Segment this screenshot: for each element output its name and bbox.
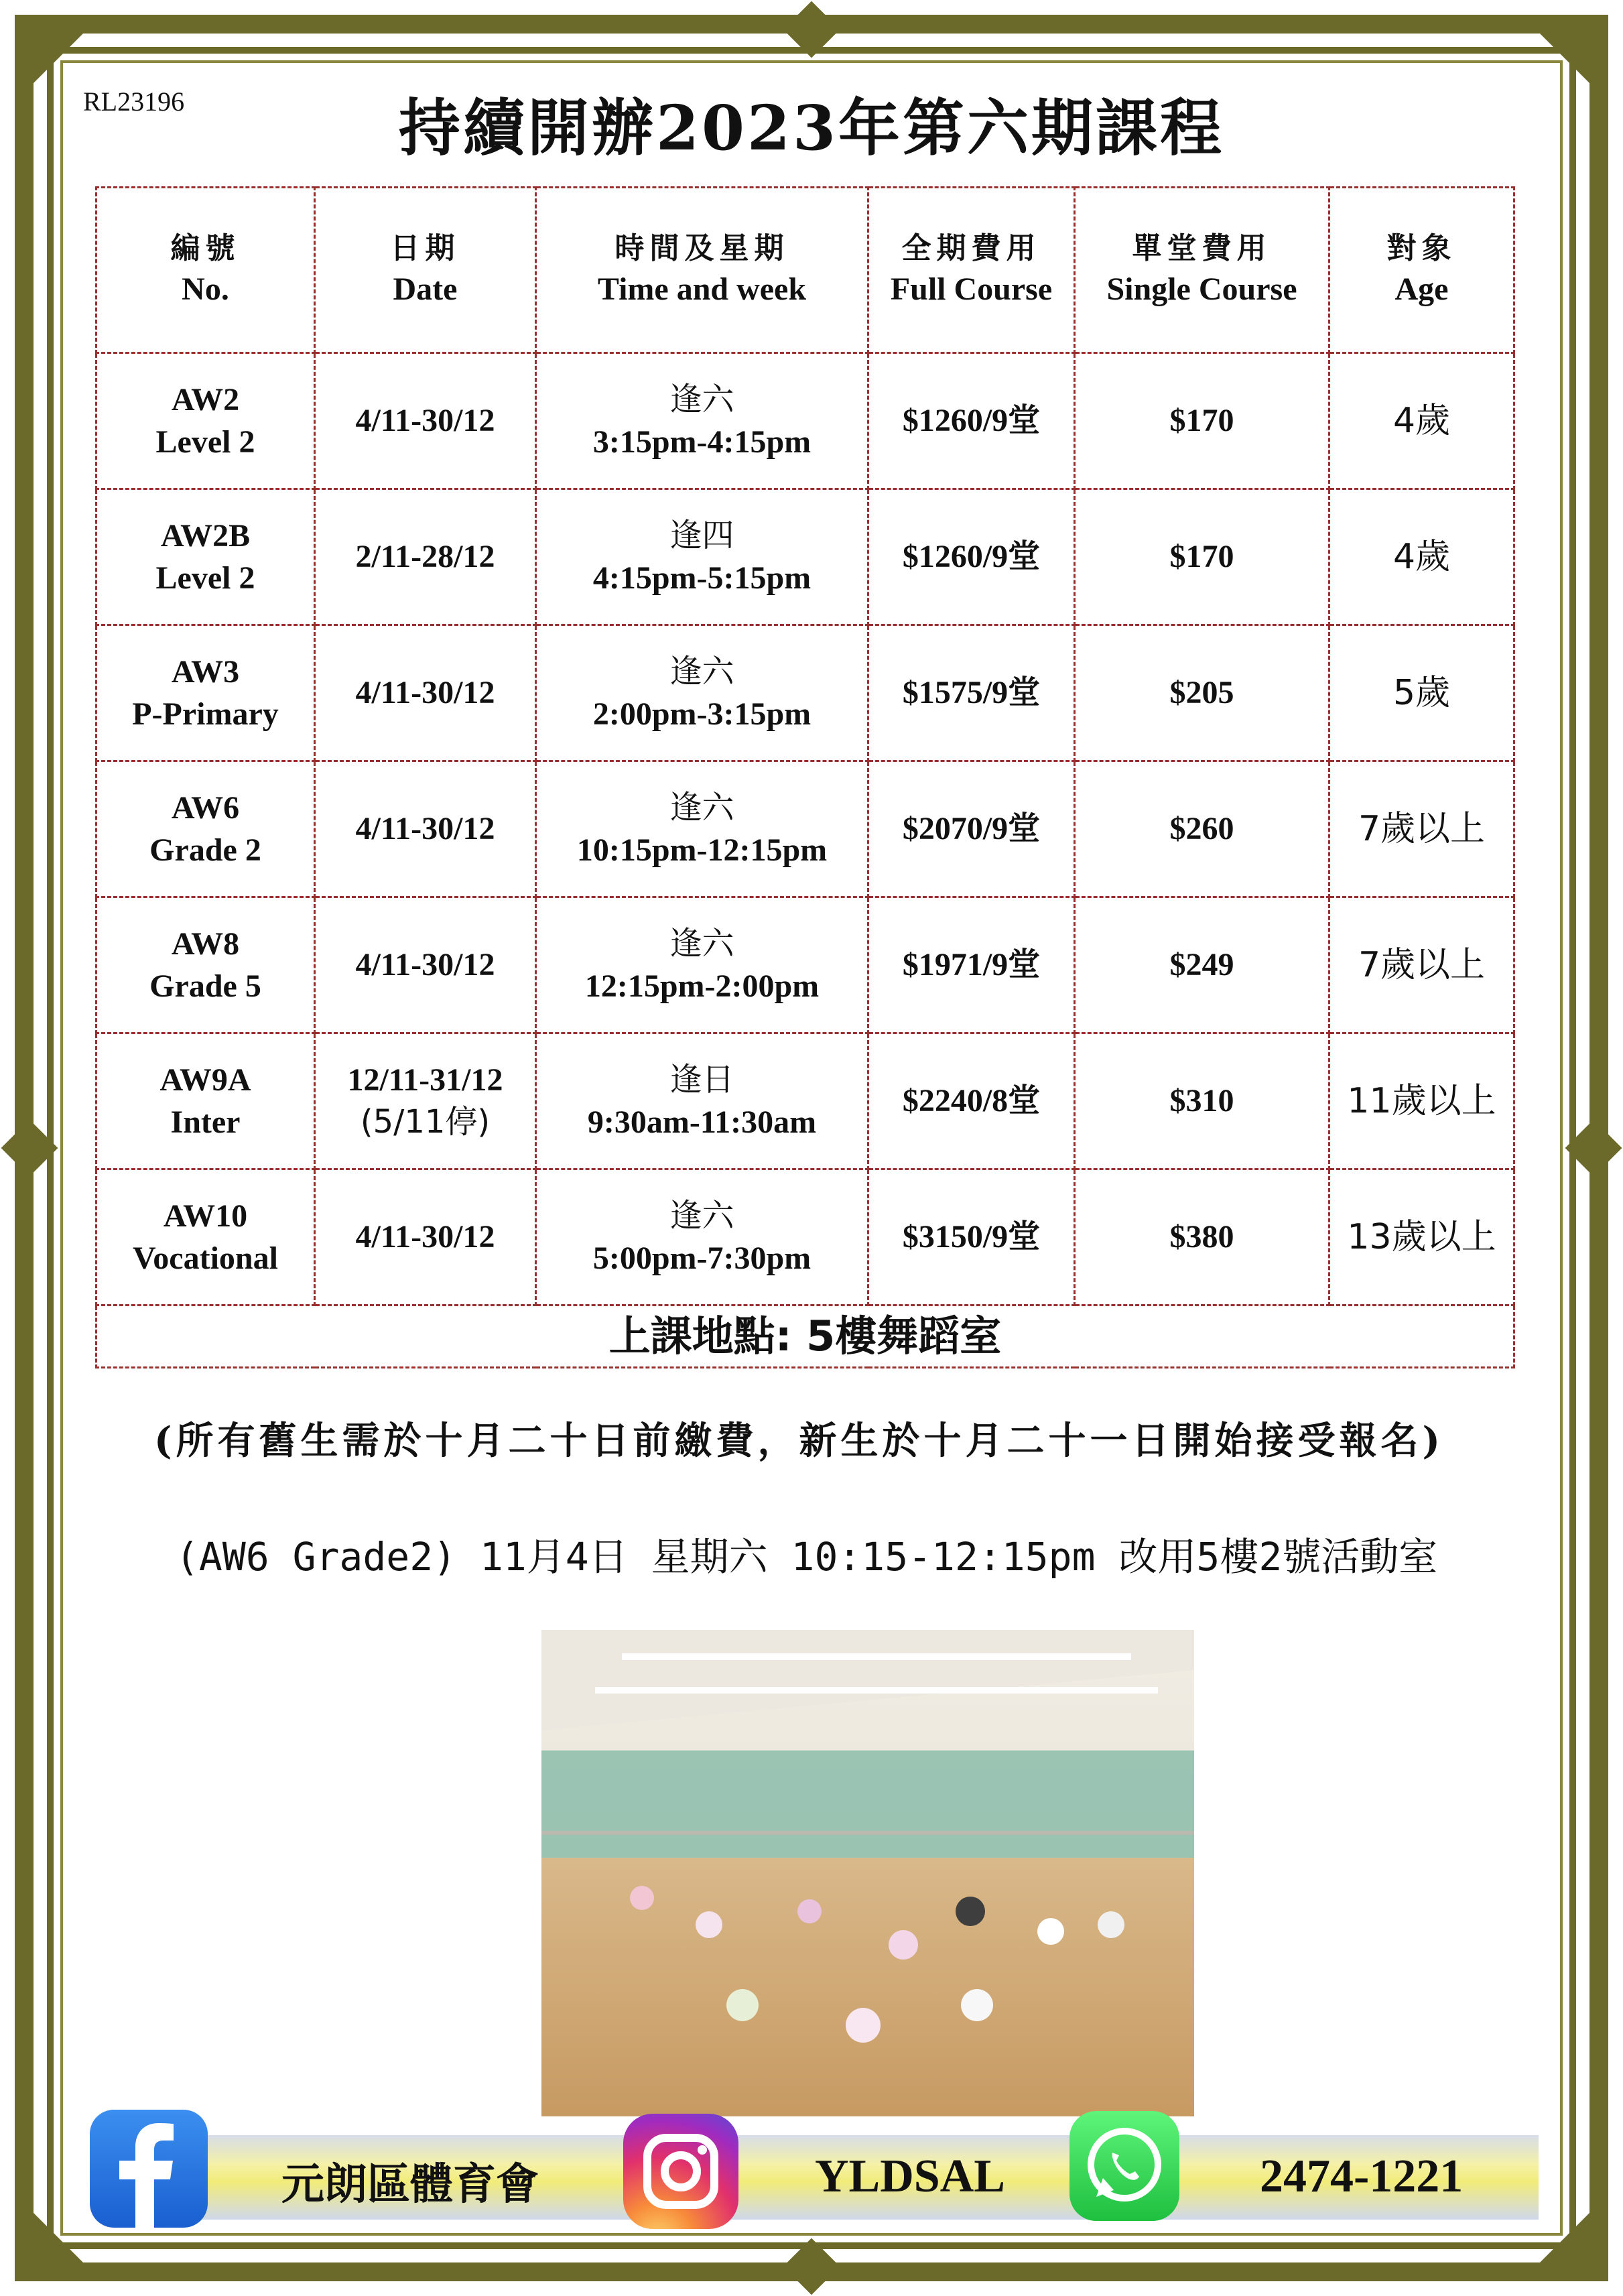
time-cell: 逢六 5:00pm-7:30pm (536, 1169, 868, 1305)
course-code-cell: AW2 Level 2 (96, 353, 315, 489)
age-cell: 4歲 (1329, 353, 1514, 489)
course-code-cell: AW2B Level 2 (96, 489, 315, 625)
course-code-cell: AW9A Inter (96, 1033, 315, 1169)
full-fee-cell: $3150/9堂 (868, 1169, 1075, 1305)
phone-number: 2474-1221 (1260, 2151, 1464, 2202)
course-table (95, 186, 1515, 1368)
age-cell: 11歲以上 (1329, 1033, 1514, 1169)
table-row (96, 489, 1514, 625)
whatsapp-icon[interactable] (1069, 2111, 1179, 2221)
organization-name: 元朗區體育會 (281, 2159, 539, 2210)
course-code-cell: AW8 Grade 5 (96, 897, 315, 1033)
table-row (96, 1169, 1514, 1305)
header-time: 時間及星期 Time and week (536, 188, 868, 353)
single-fee-cell: $170 (1075, 489, 1329, 625)
header-single-fee: 單堂費用 Single Course (1075, 188, 1329, 353)
table-row (96, 897, 1514, 1033)
course-code-cell: AW6 Grade 2 (96, 761, 315, 897)
time-cell: 逢六 2:00pm-3:15pm (536, 625, 868, 761)
date-cell: 4/11-30/12 (315, 761, 536, 897)
reference-code: RL23196 (83, 86, 185, 117)
time-cell: 逢六 12:15pm-2:00pm (536, 897, 868, 1033)
full-fee-cell: $2240/8堂 (868, 1033, 1075, 1169)
date-cell: 4/11-30/12 (315, 625, 536, 761)
date-cell: 2/11-28/12 (315, 489, 536, 625)
date-cell: 4/11-30/12 (315, 897, 536, 1033)
table-row (96, 761, 1514, 897)
payment-notice: (所有舊生需於十月二十日前繳費，新生於十月二十一日開始接受報名) (154, 1419, 1444, 1463)
table-header-row (96, 188, 1514, 353)
age-cell: 4歲 (1329, 489, 1514, 625)
age-cell: 5歲 (1329, 625, 1514, 761)
date-cell: 12/11-31/12 (5/11停) (315, 1033, 536, 1169)
header-full-fee: 全期費用 Full Course (868, 188, 1075, 353)
single-fee-cell: $170 (1075, 353, 1329, 489)
time-cell: 逢四 4:15pm-5:15pm (536, 489, 868, 625)
single-fee-cell: $310 (1075, 1033, 1329, 1169)
header-date: 日期 Date (315, 188, 536, 353)
room-change-notice: (AW6 Grade2) 11月4日 星期六 10:15-12:15pm 改用5樓2號活動室 (176, 1534, 1438, 1580)
table-row (96, 625, 1514, 761)
date-cell: 4/11-30/12 (315, 1169, 536, 1305)
corner-ornament (15, 2194, 102, 2281)
location-row (96, 1305, 1514, 1368)
single-fee-cell: $260 (1075, 761, 1329, 897)
page-title: 持續開辦2023年第六期課程 (398, 92, 1225, 164)
full-fee-cell: $1971/9堂 (868, 897, 1075, 1033)
header-no: 編號 No. (96, 188, 315, 353)
age-cell: 7歲以上 (1329, 761, 1514, 897)
single-fee-cell: $205 (1075, 625, 1329, 761)
table-row (96, 1033, 1514, 1169)
age-cell: 7歲以上 (1329, 897, 1514, 1033)
class-location: 上課地點: 5樓舞蹈室 (96, 1305, 1514, 1368)
dance-class-photo (541, 1630, 1194, 2116)
single-fee-cell: $380 (1075, 1169, 1329, 1305)
time-cell: 逢日 9:30am-11:30am (536, 1033, 868, 1169)
table-row (96, 353, 1514, 489)
instagram-icon[interactable] (623, 2114, 738, 2229)
full-fee-cell: $1260/9堂 (868, 353, 1075, 489)
full-fee-cell: $2070/9堂 (868, 761, 1075, 897)
course-code-cell: AW3 P-Primary (96, 625, 315, 761)
full-fee-cell: $1260/9堂 (868, 489, 1075, 625)
date-cell: 4/11-30/12 (315, 353, 536, 489)
full-fee-cell: $1575/9堂 (868, 625, 1075, 761)
time-cell: 逢六 3:15pm-4:15pm (536, 353, 868, 489)
single-fee-cell: $249 (1075, 897, 1329, 1033)
social-handle: YLDSAL (815, 2151, 1005, 2202)
header-age: 對象 Age (1329, 188, 1514, 353)
course-code-cell: AW10 Vocational (96, 1169, 315, 1305)
age-cell: 13歲以上 (1329, 1169, 1514, 1305)
facebook-icon[interactable] (90, 2110, 208, 2228)
time-cell: 逢六 10:15pm-12:15pm (536, 761, 868, 897)
